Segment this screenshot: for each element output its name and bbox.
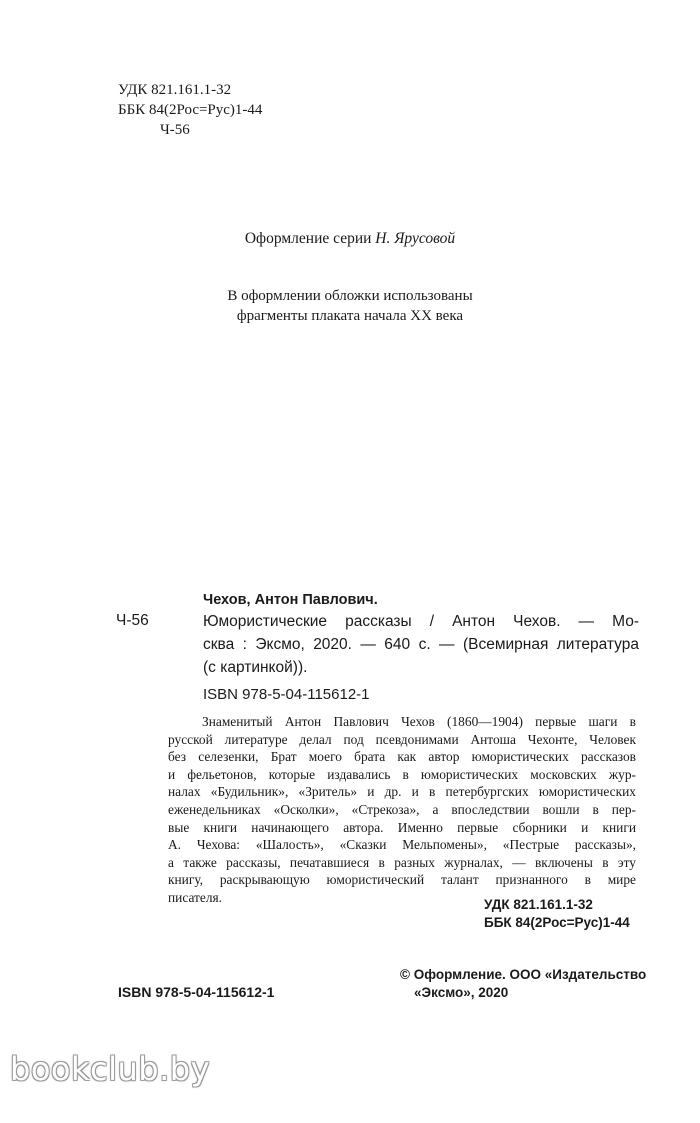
cover-note (0, 286, 700, 326)
bbk-code: ББК 84(2Рос=Рус)1-44 (118, 102, 263, 118)
udk-code: УДК 821.161.1-32 (118, 82, 232, 98)
watermark: bookclub.by (10, 1050, 210, 1088)
bottom-bbk-code: ББК 84(2Рос=Рус)1-44 (484, 915, 630, 930)
bib-line: (с картинкой)). (203, 659, 308, 676)
bib-author-mark: Ч-56 (116, 612, 149, 629)
isbn-bold: ISBN 978-5-04-115612-1 (118, 984, 275, 1000)
annotation-line: вые книги начинающего автора. Именно первые сборники и книги (168, 819, 636, 835)
series-designer-name: Н. Ярусовой (375, 230, 456, 247)
annotation-line: А. Чехова: «Шалость», «Сказки Мельпомены», «Пестрые рассказы», (168, 837, 636, 853)
cover-note-line-2: фрагменты плаката начала XX века (236, 308, 464, 324)
bottom-classification-codes (484, 896, 630, 932)
bib-description (203, 610, 639, 679)
annotation-line: а также рассказы, печатавшиеся в разных журналах, — включены в эту (168, 854, 636, 870)
annotation-line: Знаменитый Антон Павлович Чехов (1860—1904) первые шаги в (202, 714, 636, 729)
cover-note-line-1: В оформлении обложки использованы (227, 288, 473, 304)
copyright-line-2: «Эксмо», 2020 (414, 985, 509, 1000)
annotation-line: писателя. (168, 889, 223, 905)
annotation-line: без селезенки, Брат моего брата как автор юмористических рассказов (168, 749, 636, 765)
bib-line: Юмористические рассказы / Антон Чехов. — Мо- (203, 613, 639, 630)
bib-line: сква : Эксмо, 2020. — 640 с. — (Всемирная литература (203, 636, 639, 653)
annotation-line: русской литературе делал под псевдонимами Антоша Чехонте, Человек (168, 731, 636, 747)
annotation-line: еженедельниках «Осколки», «Стрекоза», а впоследствии вошли в пер- (168, 801, 636, 817)
annotation (168, 713, 636, 907)
annotation-line: и фельетонов, которые издавались в юмористических московских жур- (168, 766, 636, 782)
annotation-line: налах «Будильник», «Зритель» и др. и в петербургских юмористических (168, 784, 636, 800)
series-design-prefix: Оформление серии (244, 230, 372, 247)
copyright-line-1: © Оформление. ООО «Издательство (400, 967, 647, 982)
bib-isbn: ISBN 978-5-04-115612-1 (203, 686, 370, 703)
author-mark: Ч-56 (160, 122, 190, 138)
annotation-line: книгу, раскрывающую юмористический талант признанного в мире (168, 872, 636, 888)
series-design-credit (0, 230, 700, 248)
bib-author: Чехов, Антон Павлович. (203, 592, 378, 608)
bottom-udk-code: УДК 821.161.1-32 (484, 897, 593, 912)
classification-codes (118, 80, 262, 140)
copyright-notice (400, 966, 646, 1002)
